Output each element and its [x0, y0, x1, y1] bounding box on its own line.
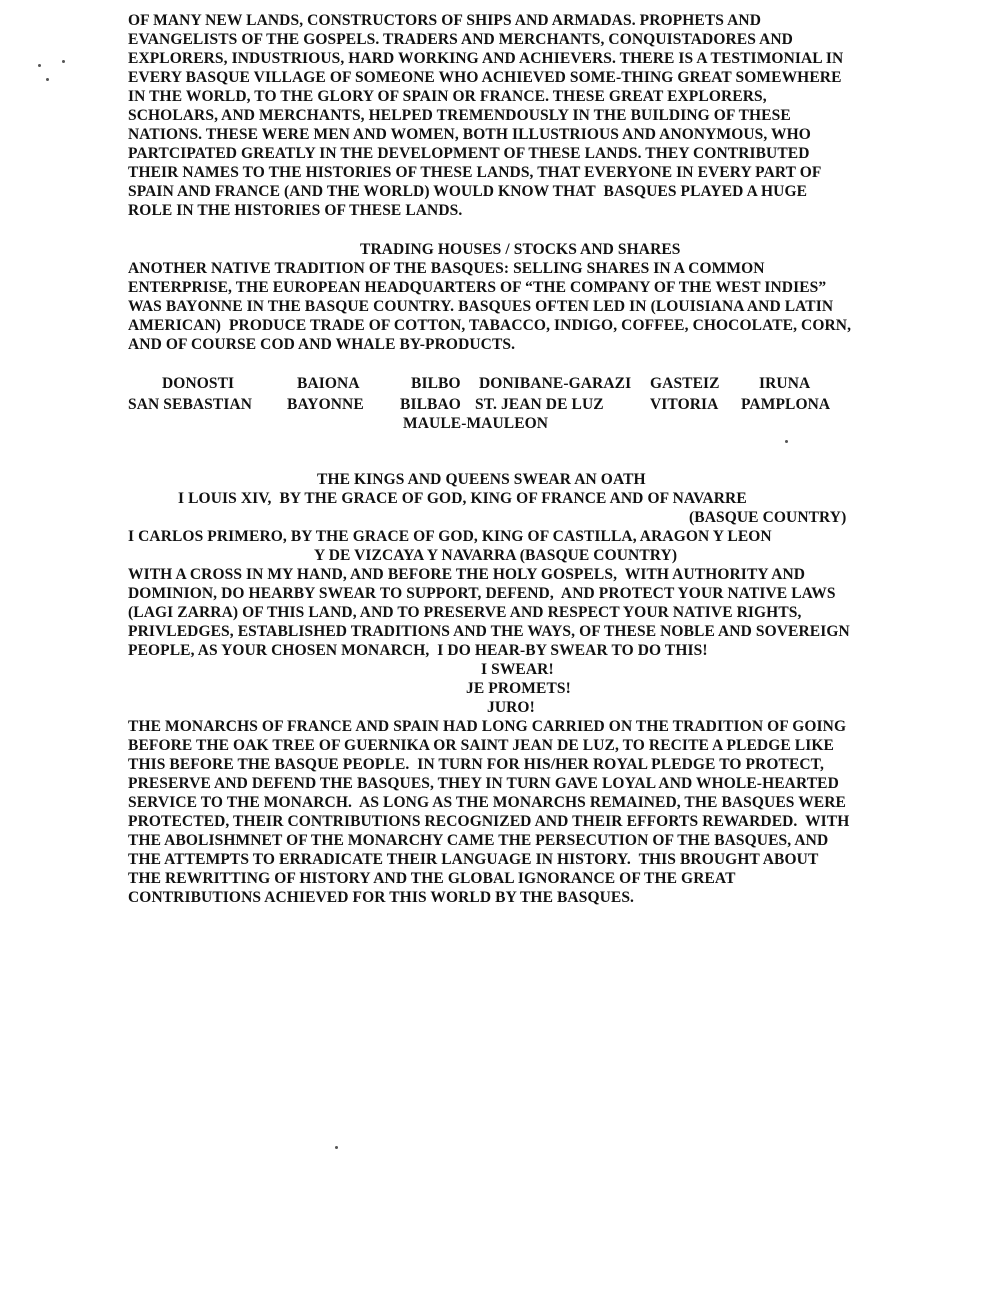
oath-louis-note: (BASQUE COUNTRY) — [689, 509, 847, 526]
text-line: ENTERPRISE, THE EUROPEAN HEADQUARTERS OF “THE COMPANY OF THE WEST INDIES” — [128, 279, 827, 296]
city-common-name: ST. JEAN DE LUZ — [475, 396, 604, 413]
text-line: CONTRIBUTIONS ACHIEVED FOR THIS WORLD BY THE BASQUES. — [128, 889, 635, 906]
scan-speck — [335, 1146, 338, 1149]
text-line: AMERICAN) PRODUCE TRADE OF COTTON, TABACCO, INDIGO, COFFEE, CHOCOLATE, CORN, — [128, 317, 852, 334]
text-line: EVANGELISTS OF THE GOSPELS. TRADERS AND MERCHANTS, CONQUISTADORES AND — [128, 31, 793, 48]
scan-speck — [785, 440, 788, 443]
city-common-name: SAN SEBASTIAN — [128, 396, 253, 413]
city-common-name: BAYONNE — [287, 396, 364, 413]
section-heading-oath: THE KINGS AND QUEENS SWEAR AN OATH — [317, 471, 646, 488]
city-basque-name: DONOSTI — [162, 375, 235, 392]
city-common-name: BILBAO — [400, 396, 461, 413]
text-line: (LAGI ZARRA) OF THIS LAND, AND TO PRESERVE AND RESPECT YOUR NATIVE RIGHTS, — [128, 604, 802, 621]
scan-speck — [62, 60, 65, 63]
city-common-name: MAULE-MAULEON — [403, 415, 549, 432]
text-line: EXPLORERS, INDUSTRIOUS, HARD WORKING AND ACHIEVERS. THERE IS A TESTIMONIAL IN — [128, 50, 844, 67]
scan-speck — [46, 78, 49, 81]
text-line: THE REWRITTING OF HISTORY AND THE GLOBAL IGNORANCE OF THE GREAT — [128, 870, 736, 887]
oath-carlos-line: I CARLOS PRIMERO, BY THE GRACE OF GOD, KING OF CASTILLA, ARAGON Y LEON — [128, 528, 772, 545]
text-line: PRESERVE AND DEFEND THE BASQUES, THEY IN TURN GAVE LOYAL AND WHOLE-HEARTED — [128, 775, 839, 792]
text-line: NATIONS. THESE WERE MEN AND WOMEN, BOTH ILLUSTRIOUS AND ANONYMOUS, WHO — [128, 126, 811, 143]
text-line: BEFORE THE OAK TREE OF GUERNIKA OR SAINT JEAN DE LUZ, TO RECITE A PLEDGE LIKE — [128, 737, 834, 754]
city-common-name: PAMPLONA — [741, 396, 831, 413]
text-line: PRIVLEDGES, ESTABLISHED TRADITIONS AND THE WAYS, OF THESE NOBLE AND SOVEREIGN — [128, 623, 850, 640]
oath-swear-french: JE PROMETS! — [466, 680, 571, 697]
text-line: SCHOLARS, AND MERCHANTS, HELPED TREMENDOUSLY IN THE BUILDING OF THESE — [128, 107, 791, 124]
text-line: PEOPLE, AS YOUR CHOSEN MONARCH, I DO HEAR-BY SWEAR TO DO THIS! — [128, 642, 708, 659]
text-line: DOMINION, DO HEARBY SWEAR TO SUPPORT, DEFEND, AND PROTECT YOUR NATIVE LAWS — [128, 585, 836, 602]
text-line: THIS BEFORE THE BASQUE PEOPLE. IN TURN FOR HIS/HER ROYAL PLEDGE TO PROTECT, — [128, 756, 824, 773]
text-line: IN THE WORLD, TO THE GLORY OF SPAIN OR FRANCE. THESE GREAT EXPLORERS, — [128, 88, 767, 105]
text-line: SPAIN AND FRANCE (AND THE WORLD) WOULD KNOW THAT BASQUES PLAYED A HUGE — [128, 183, 808, 200]
oath-louis-line: I LOUIS XIV, BY THE GRACE OF GOD, KING OF FRANCE AND OF NAVARRE — [178, 490, 747, 507]
city-basque-name: IRUNA — [759, 375, 811, 392]
city-basque-name: GASTEIZ — [650, 375, 720, 392]
scan-speck — [38, 64, 41, 67]
text-line: THE ABOLISHMNET OF THE MONARCHY CAME THE PERSECUTION OF THE BASQUES, AND — [128, 832, 829, 849]
city-common-name: VITORIA — [650, 396, 719, 413]
oath-swear-english: I SWEAR! — [481, 661, 554, 678]
text-line: THE MONARCHS OF FRANCE AND SPAIN HAD LONG CARRIED ON THE TRADITION OF GOING — [128, 718, 847, 735]
text-line: THEIR NAMES TO THE HISTORIES OF THESE LANDS, THAT EVERYONE IN EVERY PART OF — [128, 164, 822, 181]
text-line: WITH A CROSS IN MY HAND, AND BEFORE THE HOLY GOSPELS, WITH AUTHORITY AND — [128, 566, 806, 583]
text-line: THE ATTEMPTS TO ERRADICATE THEIR LANGUAGE IN HISTORY. THIS BROUGHT ABOUT — [128, 851, 819, 868]
text-line: EVERY BASQUE VILLAGE OF SOMEONE WHO ACHIEVED SOME-THING GREAT SOMEWHERE — [128, 69, 842, 86]
city-basque-name: DONIBANE-GARAZI — [479, 375, 632, 392]
oath-carlos-line-2: Y DE VIZCAYA Y NAVARRA (BASQUE COUNTRY) — [314, 547, 678, 564]
text-line: PROTECTED, THEIR CONTRIBUTIONS RECOGNIZED AND THEIR EFFORTS REWARDED. WITH — [128, 813, 850, 830]
city-basque-name: BAIONA — [297, 375, 360, 392]
text-line: OF MANY NEW LANDS, CONSTRUCTORS OF SHIPS AND ARMADAS. PROPHETS AND — [128, 12, 761, 29]
oath-swear-spanish: JURO! — [487, 699, 535, 716]
text-line: ANOTHER NATIVE TRADITION OF THE BASQUES: SELLING SHARES IN A COMMON — [128, 260, 765, 277]
text-line: ROLE IN THE HISTORIES OF THESE LANDS. — [128, 202, 463, 219]
text-line: WAS BAYONNE IN THE BASQUE COUNTRY. BASQUES OFTEN LED IN (LOUISIANA AND LATIN — [128, 298, 834, 315]
section-heading-trading: TRADING HOUSES / STOCKS AND SHARES — [360, 241, 681, 258]
text-line: AND OF COURSE COD AND WHALE BY-PRODUCTS. — [128, 336, 516, 353]
text-line: SERVICE TO THE MONARCH. AS LONG AS THE MONARCHS REMAINED, THE BASQUES WERE — [128, 794, 846, 811]
text-line: PARTCIPATED GREATLY IN THE DEVELOPMENT OF THESE LANDS. THEY CONTRIBUTED — [128, 145, 810, 162]
city-basque-name: BILBO — [411, 375, 461, 392]
